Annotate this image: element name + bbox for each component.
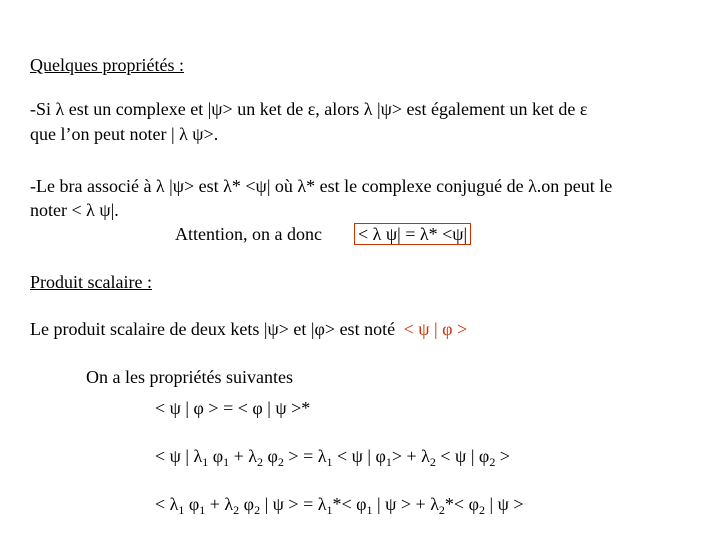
prop2-part: + λ: [229, 446, 258, 466]
prop2-part: > + λ: [391, 446, 430, 466]
prop3-sub: 1: [326, 503, 333, 517]
prop2-sub: 2: [429, 455, 436, 469]
prop3-part: < λ: [155, 494, 179, 514]
prop2-part: < ψ | φ: [332, 446, 386, 466]
property-linearity: [155, 446, 510, 469]
prop3-part: | ψ > + λ: [372, 494, 439, 514]
paragraph-bra-line2: noter < λ ψ|.: [30, 200, 119, 220]
prop3-sub: 2: [254, 503, 261, 517]
prop2-sub: 1: [202, 455, 209, 469]
properties-intro: On a les propriétés suivantes: [86, 367, 293, 387]
property-hermitian: < ψ | φ > = < φ | ψ >*: [155, 398, 311, 418]
prop3-sub: 1: [366, 503, 373, 517]
attention-label: Attention, on a donc: [175, 224, 322, 244]
prop2-part: < ψ | λ: [155, 446, 203, 466]
prop3-part: + λ: [205, 494, 234, 514]
prop3-sub: 2: [233, 503, 240, 517]
prop2-sub: 1: [326, 455, 333, 469]
definition-text: Le produit scalaire de deux kets |ψ> et |φ> est noté: [30, 319, 396, 339]
prop2-sub: 1: [385, 455, 392, 469]
paragraph-bra-line1-text: -Le bra associé à λ |ψ> est λ* <ψ| où λ* est le complexe conjugué de λ.on peut le: [30, 176, 613, 196]
prop3-part: *< φ: [332, 494, 367, 514]
attention-formula: < λ ψ| = λ* <ψ|: [354, 223, 471, 245]
prop2-sub: 2: [489, 455, 496, 469]
prop2-part: >: [495, 446, 510, 466]
prop3-part: *< φ: [444, 494, 479, 514]
prop2-part: φ: [208, 446, 224, 466]
prop3-part: | ψ > = λ: [260, 494, 327, 514]
prop2-sub: 1: [223, 455, 230, 469]
prop2-part: < ψ | φ: [435, 446, 490, 466]
heading-produit-scalaire: Produit scalaire :: [30, 272, 152, 292]
paragraph-complex-ket-line1: -Si λ est un complexe et |ψ> un ket de ε, alors λ |ψ> est également un ket de ε: [30, 99, 588, 119]
prop2-part: φ: [263, 446, 278, 466]
property-antilinearity: [155, 494, 524, 517]
prop3-part: φ: [184, 494, 200, 514]
prop3-sub: 1: [178, 503, 185, 517]
prop2-sub: 2: [277, 455, 284, 469]
paragraph-complex-ket-line2: que l’on peut noter | λ ψ>.: [30, 124, 219, 144]
prop2-part: > = λ: [283, 446, 327, 466]
prop2-sub: 2: [257, 455, 264, 469]
heading-proprietes: Quelques propriétés :: [30, 55, 184, 75]
definition-line: [30, 319, 467, 339]
prop3-sub: 2: [438, 503, 445, 517]
prop3-sub: 1: [199, 503, 206, 517]
definition-formula: < ψ | φ >: [403, 319, 468, 339]
prop3-part: | ψ >: [484, 494, 524, 514]
prop3-part: φ: [239, 494, 255, 514]
prop3-sub: 2: [478, 503, 485, 517]
